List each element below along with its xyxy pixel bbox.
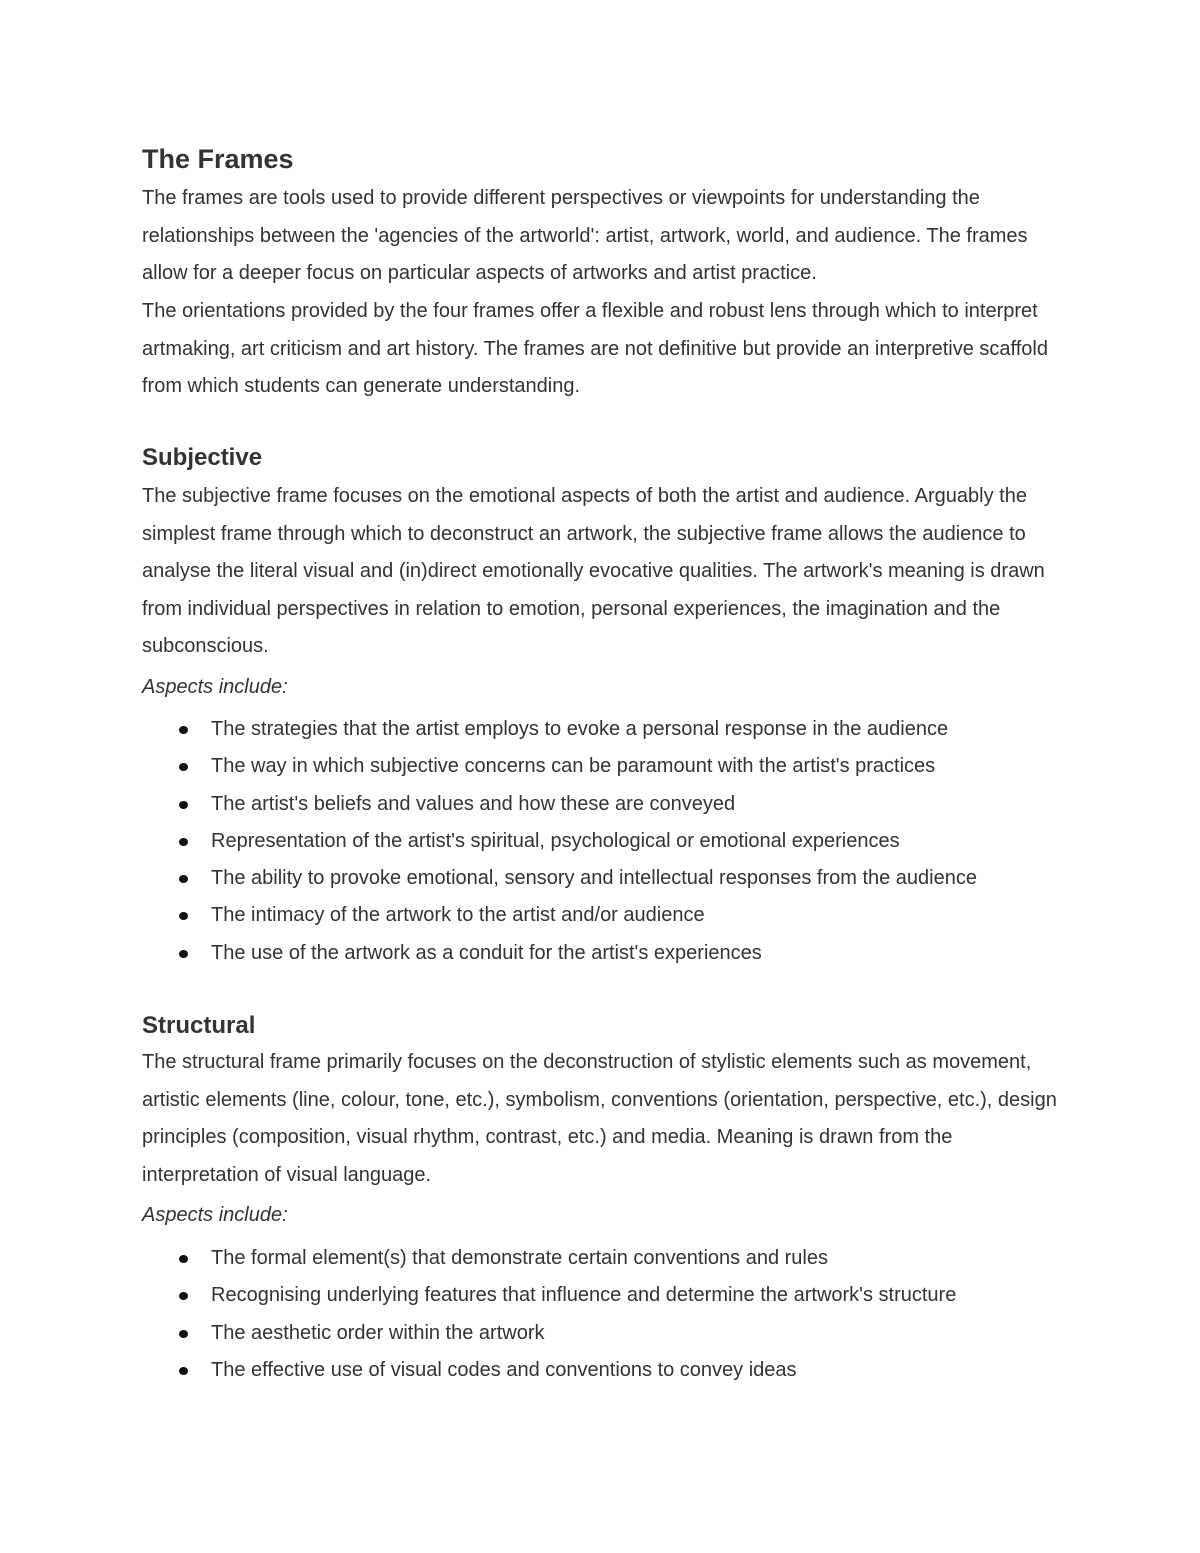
intro-paragraph-2: The orientations provided by the four frames offer a flexible and robust lens through which to interpret artmaking, art criticism and art history. The frames are not definitive but provide an interpretive scaffold from which students can generate understanding. [142, 300, 1048, 397]
structural-paragraph: The structural frame primarily focuses on the deconstruction of stylistic elements such as movement, artistic elements (line, colour, tone, etc.), symbolism, conventions (orientation, perspective, etc.), design principles (composition, visual rhythm, contrast, etc.) and media. Meaning is drawn from the interpretation of visual language. [142, 1051, 1057, 1186]
structural-aspects-list [142, 1240, 956, 1389]
intro-paragraph-1: The frames are tools used to provide different perspectives or viewpoints for understanding the relationships between the 'agencies of the artworld': artist, artwork, world, and audience. The frames allow for a deeper focus on particular aspects of artworks and artist practice. [142, 187, 1028, 284]
bullet-icon [179, 1255, 188, 1263]
bullet-icon [179, 838, 188, 846]
bullet-icon [179, 875, 188, 883]
list-item: The way in which subjective concerns can be paramount with the artist's practices [142, 748, 977, 785]
list-item: The strategies that the artist employs to evoke a personal response in the audience [142, 711, 977, 748]
list-item: The formal element(s) that demonstrate certain conventions and rules [142, 1240, 956, 1277]
subjective-paragraph: The subjective frame focuses on the emotional aspects of both the artist and audience. Arguably the simplest frame through which to deconstruct an artwork, the subjective frame allows the audience to analyse the literal visual and (in)direct emotionally evocative qualities. The artwork's meaning is drawn from individual perspectives in relation to emotion, personal experiences, the imagination and the subconscious. [142, 485, 1045, 657]
structural-aspects-label: Aspects include: [142, 1204, 288, 1226]
bullet-icon [179, 912, 188, 920]
list-item: The aesthetic order within the artwork [142, 1315, 956, 1352]
list-item: The effective use of visual codes and conventions to convey ideas [142, 1352, 956, 1389]
list-item: Recognising underlying features that influence and determine the artwork's structure [142, 1277, 956, 1314]
bullet-icon [179, 801, 188, 809]
bullet-icon [179, 1367, 188, 1375]
list-item: Representation of the artist's spiritual, psychological or emotional experiences [142, 823, 977, 860]
bullet-icon [179, 1330, 188, 1338]
subjective-aspects-label: Aspects include: [142, 676, 288, 698]
structural-heading: Structural [142, 1012, 256, 1039]
subjective-heading: Subjective [142, 444, 263, 471]
bullet-icon [179, 950, 188, 958]
list-item: The ability to provoke emotional, sensory and intellectual responses from the audience [142, 860, 977, 897]
bullet-icon [179, 726, 188, 734]
subjective-aspects-list [142, 711, 977, 972]
list-item: The intimacy of the artwork to the artist and/or audience [142, 897, 977, 934]
page-title: The Frames [142, 144, 294, 174]
bullet-icon [179, 763, 188, 771]
list-item: The use of the artwork as a conduit for the artist's experiences [142, 935, 977, 972]
list-item: The artist's beliefs and values and how these are conveyed [142, 786, 977, 823]
bullet-icon [179, 1292, 188, 1300]
